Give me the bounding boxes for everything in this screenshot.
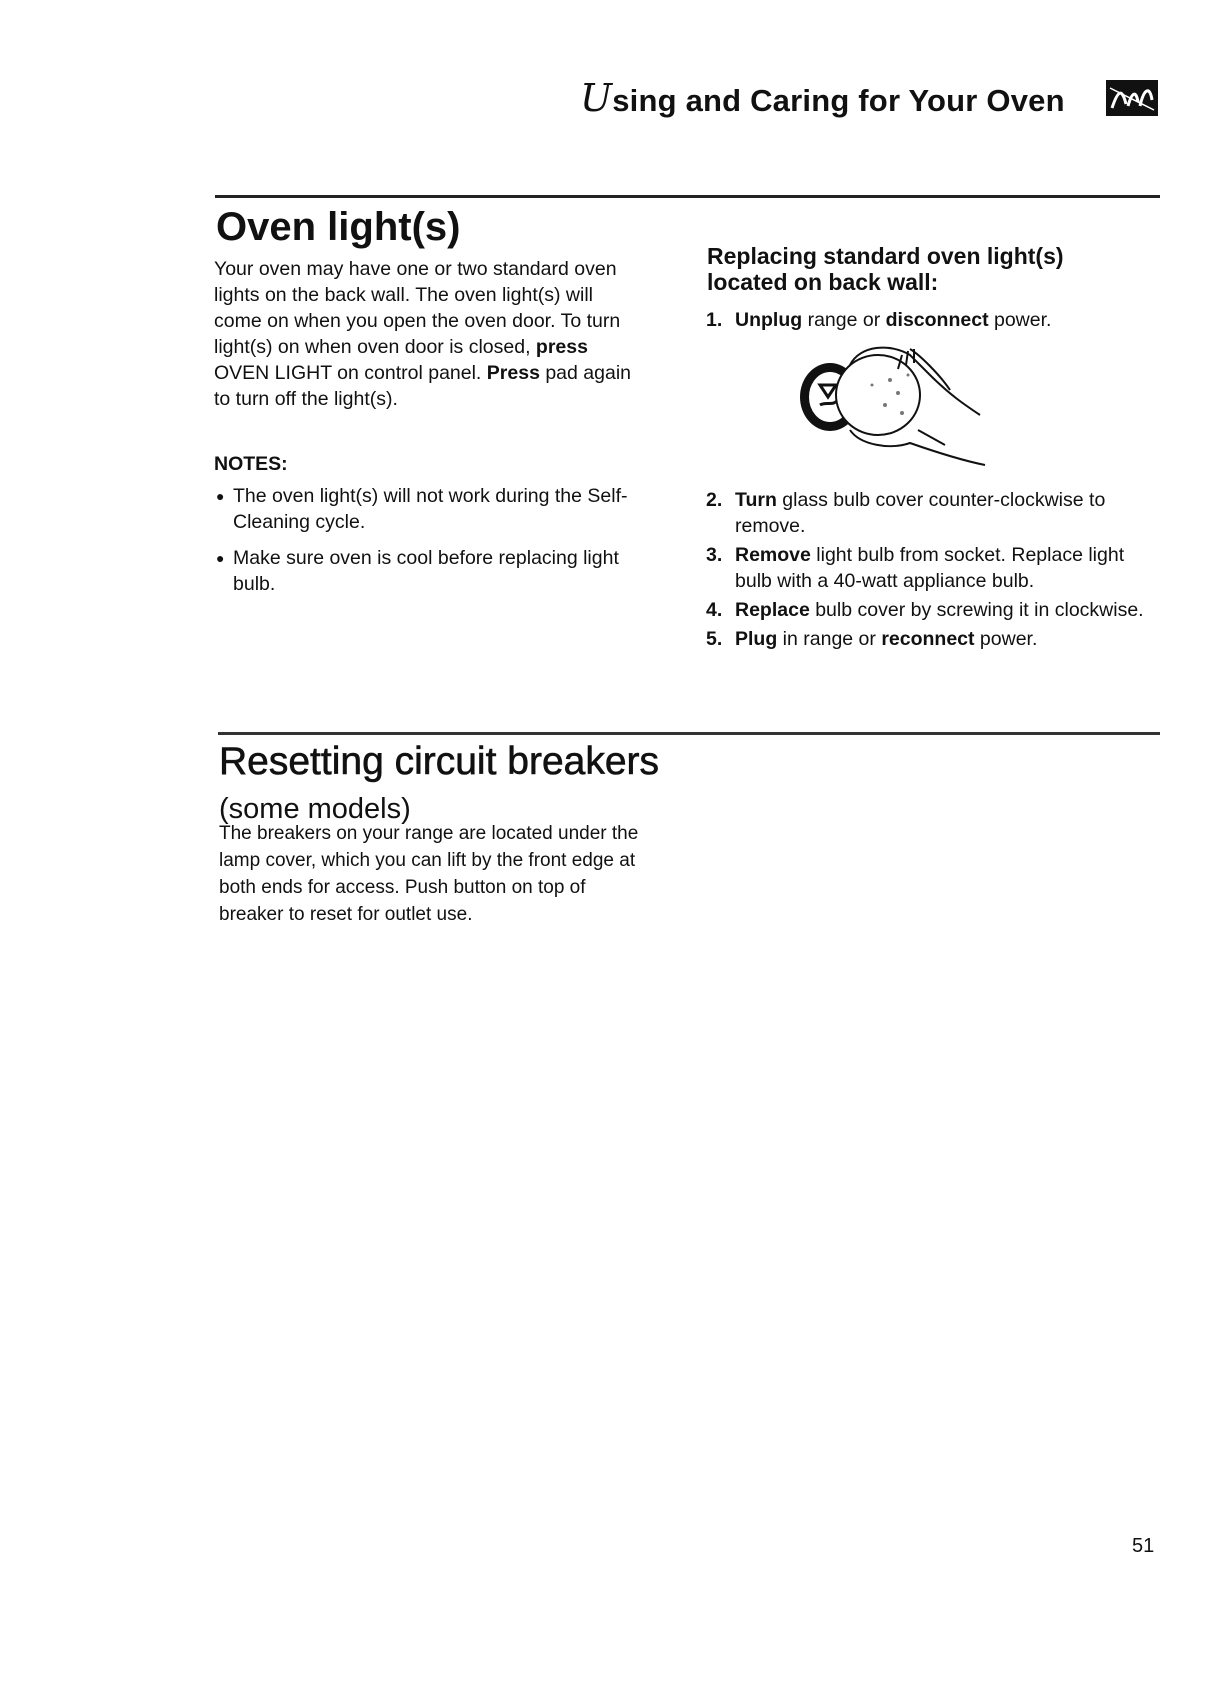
section-divider: [215, 195, 1160, 198]
note-item: [214, 483, 654, 535]
notes-label: NOTES:: [214, 453, 288, 475]
breakers-heading: Resetting circuit breakers: [219, 740, 660, 783]
breakers-text: The breakers on your range are located under the lamp cover, which you can lift by the front edge at both ends for access. Push button on top of breaker to reset for outlet use.: [219, 823, 639, 925]
step-item: [706, 542, 1151, 594]
note-item: [214, 545, 654, 597]
bullet-icon: ●: [216, 488, 225, 504]
step-number: 3.: [706, 544, 723, 566]
step-item: [706, 597, 1151, 623]
section-divider: [218, 732, 1160, 735]
intro-text-1: Your oven may have one or two standard oven lights on the back wall. The oven light(s) will come on when you open the oven door. To turn light(s) on when oven door is closed,: [214, 258, 621, 358]
replacing-heading: Replacing standard oven light(s) located on back wall:: [707, 243, 1064, 295]
bullet-icon: ●: [216, 550, 225, 566]
step-number: 5.: [706, 628, 723, 650]
oven-lights-heading: Oven light(s): [216, 205, 461, 249]
replace-steps-list: [706, 307, 1151, 336]
notes-list: [214, 483, 654, 607]
step-text: light bulb from socket. Replace light bulb with a 40-watt appliance bulb.: [735, 544, 1125, 592]
step-action-2: disconnect: [885, 309, 989, 331]
brand-logo-icon: [1106, 80, 1158, 116]
step-text: bulb cover by screwing it in clockwise.: [809, 599, 1144, 621]
page-number: 51: [1132, 1535, 1155, 1557]
step-action: Plug: [735, 628, 778, 650]
step-action: Replace: [735, 599, 810, 621]
step-item: [706, 487, 1151, 539]
header-initial: U: [580, 76, 613, 120]
step-text: glass bulb cover counter-clockwise to remove.: [735, 489, 1106, 537]
note-text: The oven light(s) will not work during the Self-Cleaning cycle.: [233, 485, 628, 533]
note-text: Make sure oven is cool before replacing light bulb.: [233, 547, 619, 595]
breakers-subheading: (some models): [219, 793, 411, 825]
step-action: Turn: [735, 489, 777, 511]
step-action: Unplug: [735, 309, 803, 331]
oven-lights-intro: [214, 256, 644, 412]
step-action-2: reconnect: [881, 628, 975, 650]
intro-bold-press: press: [535, 336, 588, 358]
step-number: 1.: [706, 309, 723, 331]
step-text: range or: [802, 309, 886, 331]
page-header: [580, 76, 1065, 120]
step-action: Remove: [735, 544, 811, 566]
step-item: [706, 307, 1151, 333]
intro-bold-press-2: Press: [486, 362, 540, 384]
bulb-cover-hand-icon: [790, 335, 1050, 475]
step-number: 4.: [706, 599, 723, 621]
replace-steps-list-continued: [706, 487, 1151, 655]
intro-text-2: OVEN LIGHT on control panel.: [214, 362, 487, 384]
step-text-2: power.: [988, 309, 1052, 331]
intro-text-3: pad again to turn off the light(s).: [214, 362, 632, 410]
header-title: sing and Caring for Your Oven: [612, 83, 1065, 118]
step-number: 2.: [706, 489, 723, 511]
step-text: in range or: [777, 628, 882, 650]
step-text-2: power.: [974, 628, 1038, 650]
step-item: [706, 626, 1151, 652]
